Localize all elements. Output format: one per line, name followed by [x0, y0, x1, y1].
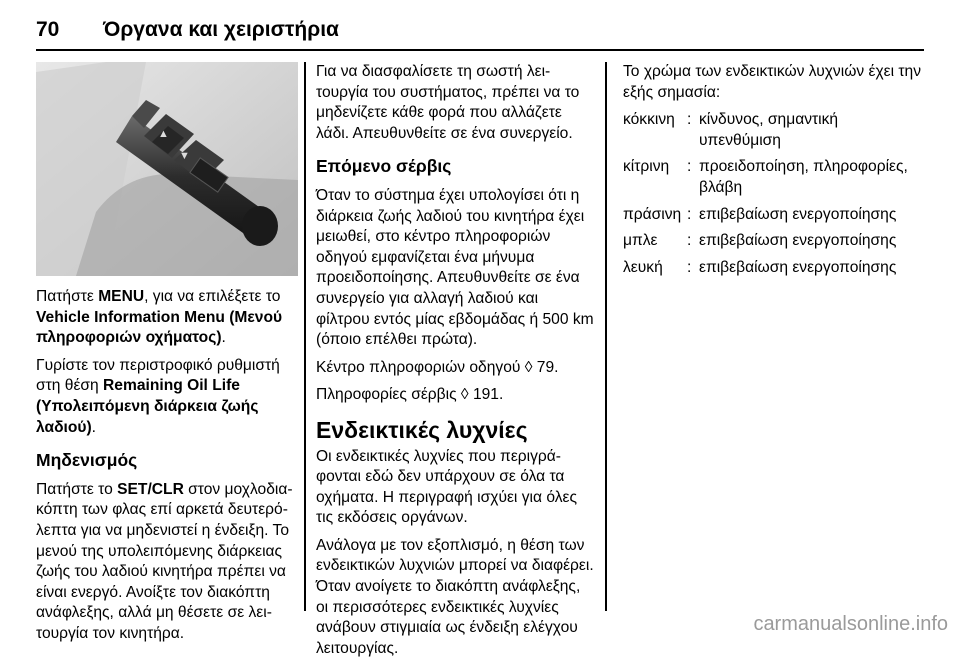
legend-term: κίτρινη [623, 158, 670, 176]
column-1 [36, 62, 298, 652]
paragraph-remaining-oil-life: Γυρίστε τον περιστροφικό ρυθμιστή στη θέση Remaining Oil Life (Υπολειπόμενη διάρκεια ζωής λαδιού). [36, 356, 280, 436]
legend-separator: : [687, 158, 692, 176]
paragraph-indicator-position: Ανάλογα με τον εξοπλισμό, η θέση των ενδεικτικών λυχνιών μπορεί να διαφέρει. Όταν ανοίγετε το διακόπτη ανάφλεξης, οι περισσότερες ενδεικτικές λυχνίες ανάβουν στιγμιαία ως ένδειξη ελέγχου λειτουργίας. [316, 536, 594, 657]
paragraph-menu: Πατήστε MENU, για να επιλέξετε το Vehicle Information Menu (Μενού πληροφοριών οχήματος). [36, 288, 283, 347]
legend-term: μπλε [623, 232, 658, 250]
reference-service-info: Πληροφορίες σέρβις ◊ 191. [316, 386, 504, 404]
heading-next-service: Επόμενο σέρβις [316, 156, 452, 177]
page-title: Όργανα και χειριστήρια [103, 18, 339, 41]
legend-row-white [623, 258, 923, 279]
legend-term: λευκή [623, 258, 663, 276]
legend-separator: : [687, 232, 692, 250]
color-legend [623, 110, 923, 278]
legend-row-blue [623, 231, 923, 252]
watermark: carmanualsonline.info [753, 613, 948, 635]
paragraph-next-service: Όταν το σύστημα έχει υπολογίσει ότι η διάρκεια ζωής λαδιού του κινητήρα έχει μειωθεί, στο κέντρο πληροφοριών οδηγού εμφανίζεται ένα μήνυμα προειδοποίησης. Απευθυνθείτε σε ένα συνεργείο για αλλαγή λαδιού και φίλτρου εντός μίας εβδομάδας ή 500 km (όποιο επέλθει πρώτα). [316, 186, 594, 349]
turn-signal-stalk-photo [36, 62, 298, 276]
paragraph-indicator-intro: Οι ενδεικτικές λυχνίες που περιγράφονται εδώ δεν υπάρχουν σε όλα τα οχήματα. Η περιγραφή ισχύει για όλες τις εκδόσεις οργάνων. [316, 447, 577, 527]
column-2 [316, 62, 594, 666]
legend-term: κόκκινη [623, 111, 675, 129]
column-divider-1 [304, 62, 306, 611]
paragraph-oil-change: Για να διασφαλίσετε τη σωστή λειτουργία του συστήματος, πρέπει να το μηδενίζετε κάθε φορά που αλλάζετε λάδι. Απευθυνθείτε σε ένα συνεργείο. [316, 63, 580, 142]
heading-reset: Μηδενισμός [36, 450, 138, 471]
legend-row-yellow [623, 157, 923, 198]
legend-separator: : [687, 111, 692, 129]
legend-separator: : [687, 205, 692, 223]
column-3 [623, 62, 923, 284]
paragraph-color-meaning: Το χρώμα των ενδεικτικών λυχνιών έχει την εξής σημασία: [623, 63, 922, 101]
up-arrow-icon: ▲ [158, 128, 169, 140]
header-rule [36, 49, 924, 51]
legend-description: επιβεβαίωση ενεργοποίησης [699, 258, 897, 276]
legend-term: πράσινη [623, 205, 682, 223]
paragraph-reset: Πατήστε το SET/CLR στον μοχλοδιακόπτη των φλας επί αρκετά δευτερόλεπτα για να μηδενιστεί η ένδειξη. Το μενού της υπολειπόμενης διάρκειας ζωής του λαδιού κινητήρα πρέπει να είναι ενεργό. Ανοίξτε τον διακόπτη ανάφλεξης, αλλά μη θέσετε σε λειτουργία τον κινητήρα. [36, 480, 293, 642]
heading-indicator-lamps: Ενδεικτικές λυχνίες [316, 416, 528, 443]
reference-driver-info-centre: Κέντρο πληροφοριών οδηγού ◊ 79. [316, 358, 559, 376]
column-divider-2 [605, 62, 607, 611]
legend-description: επιβεβαίωση ενεργοποίησης [699, 232, 897, 250]
legend-separator: : [687, 258, 692, 276]
legend-description: προειδοποίηση, πληροφορίες, βλάβη [699, 158, 908, 196]
legend-row-green [623, 205, 923, 226]
legend-row-red [623, 110, 923, 151]
legend-description: κίνδυνος, σημαντική υπενθύμιση [699, 111, 839, 149]
legend-description: επιβεβαίωση ενεργοποίησης [699, 205, 897, 223]
down-arrow-icon: ▼ [179, 150, 190, 162]
page-number: 70 [36, 18, 60, 41]
